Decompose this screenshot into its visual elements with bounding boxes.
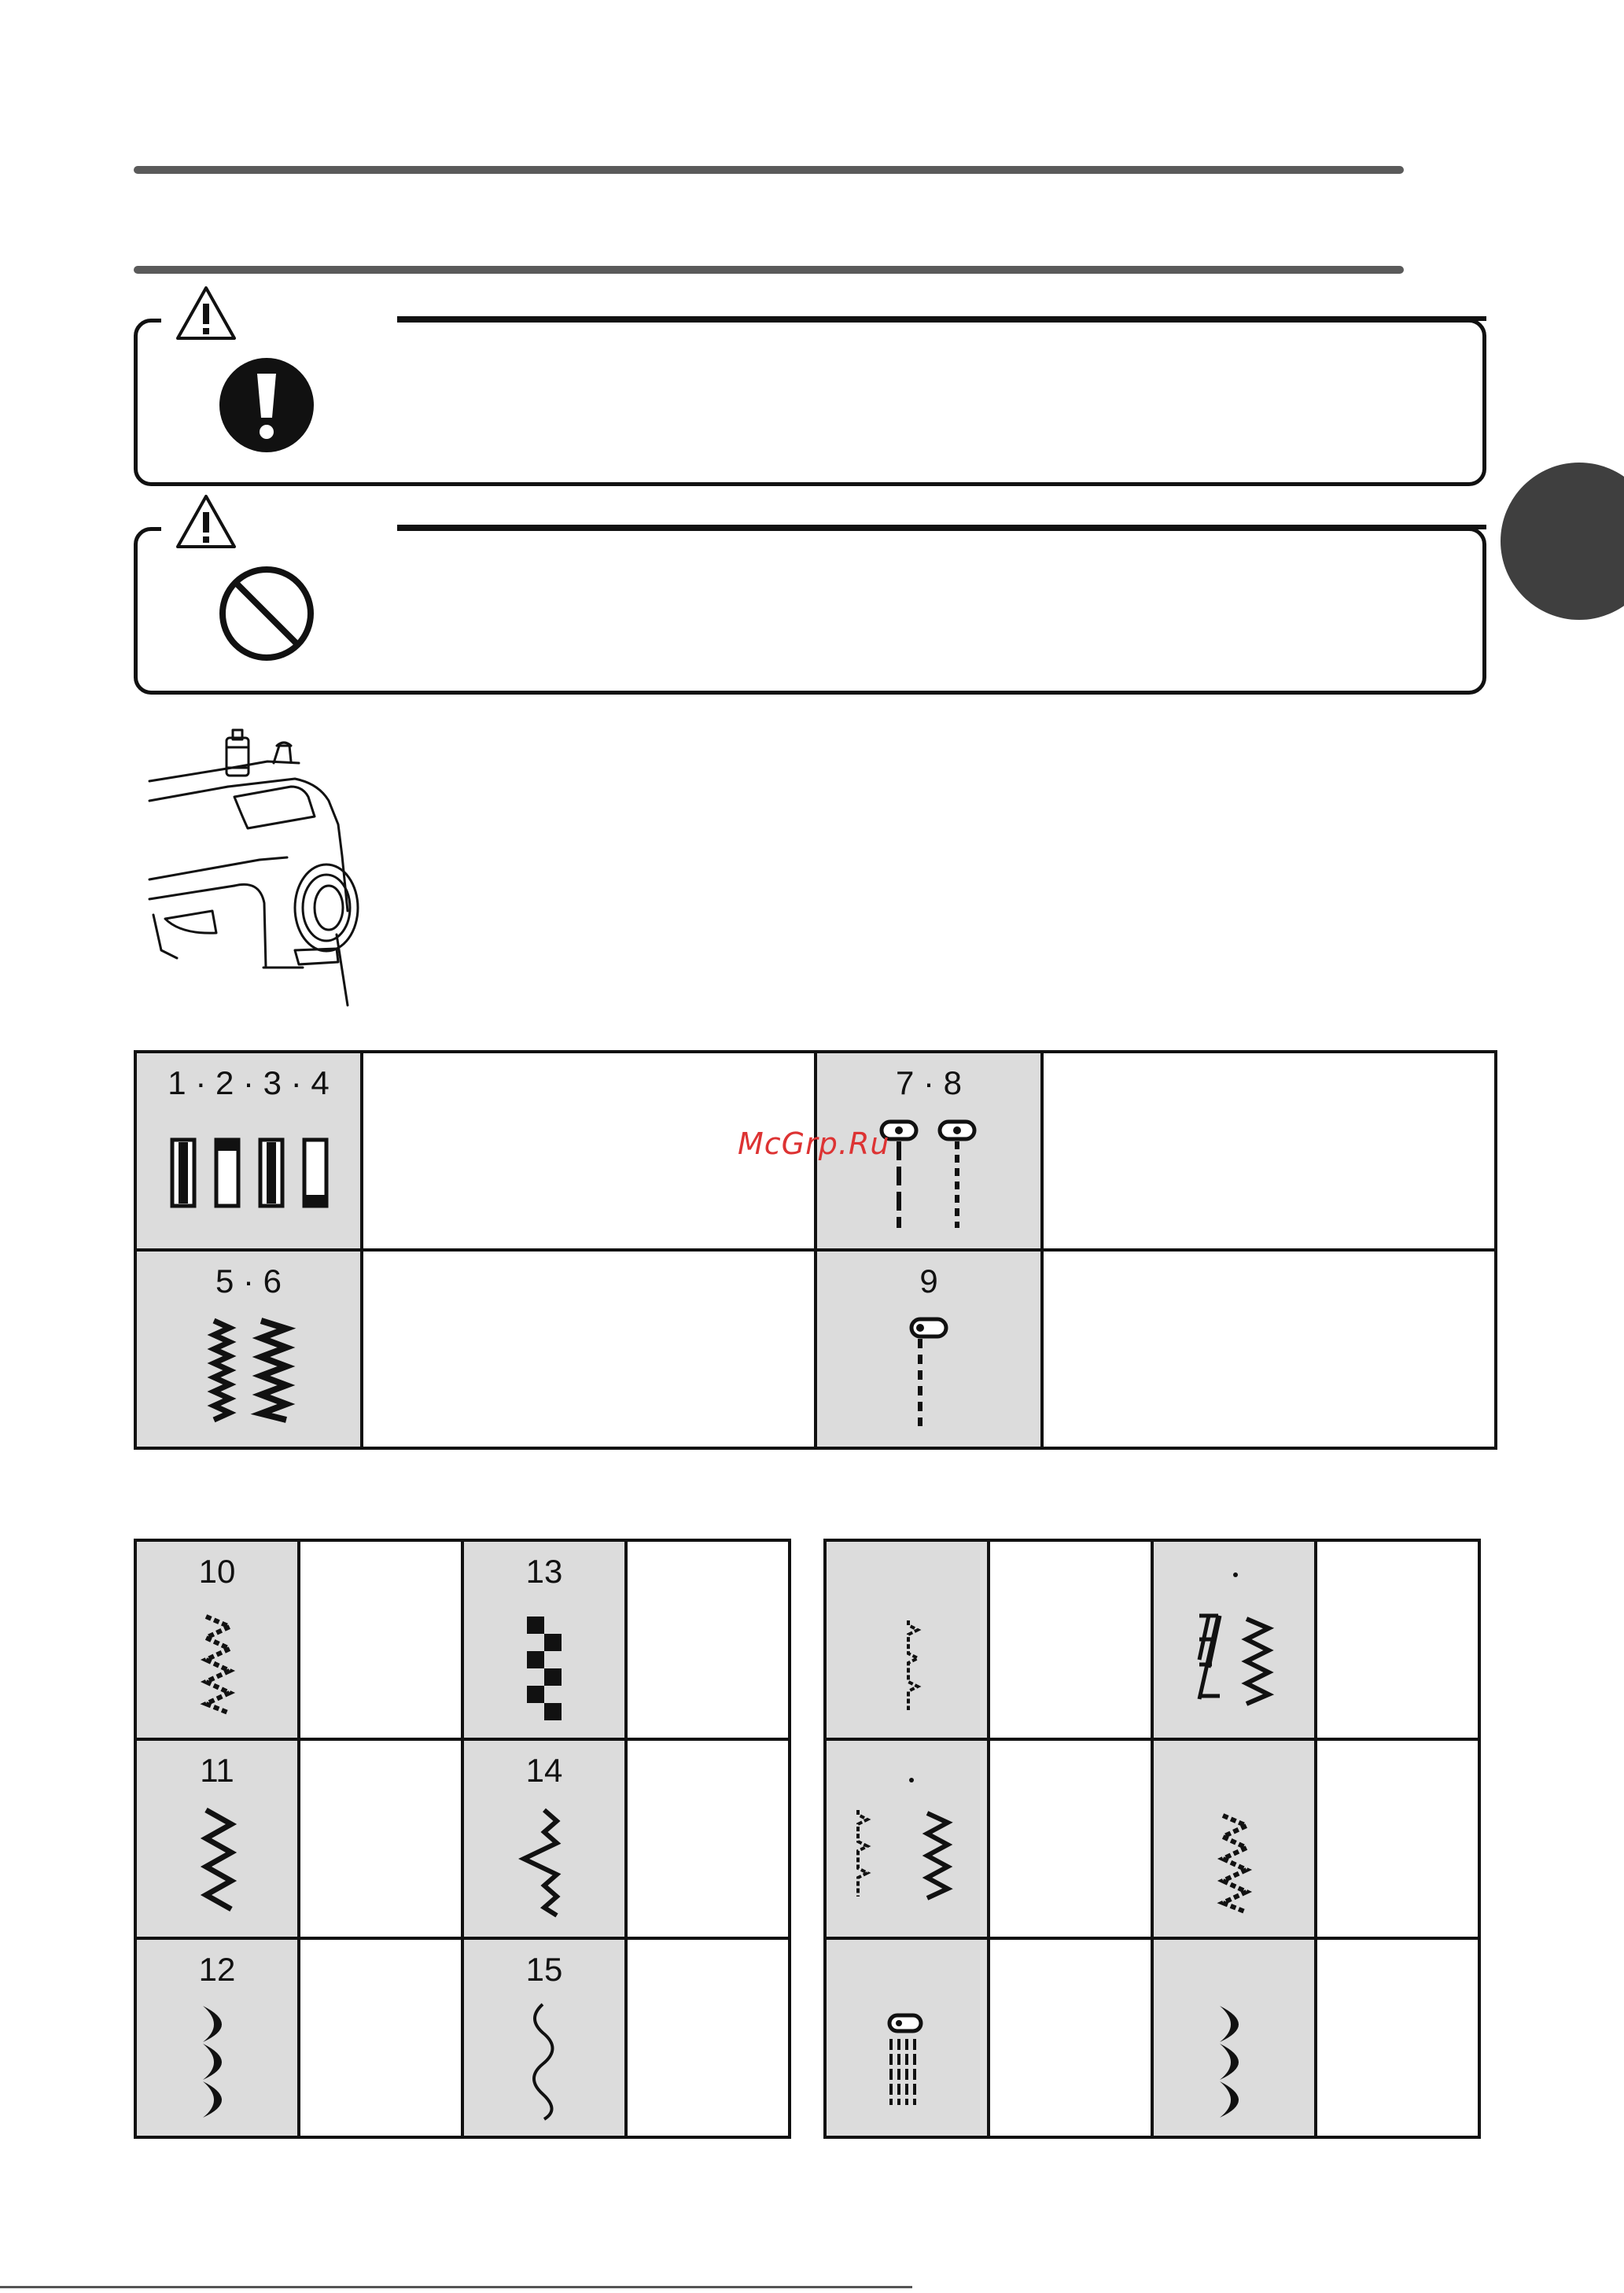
scallop-icon <box>137 1940 297 2139</box>
header-rule-top <box>134 166 1404 174</box>
description-cell <box>299 1540 462 1739</box>
caution-box <box>134 319 1486 486</box>
triple-zigzag-icon <box>137 1542 297 1741</box>
description-cell <box>1042 1250 1496 1448</box>
header-rule-bottom <box>134 266 1404 274</box>
warning-triangle-icon <box>175 285 238 341</box>
stitch-number-label: 1 · 2 · 3 · 4 <box>168 1064 330 1101</box>
stitch-number-label: 14 <box>525 1752 563 1789</box>
symbol-cell <box>825 1739 989 1938</box>
symbol-cell <box>135 1739 299 1938</box>
symbol-cell <box>462 1540 626 1739</box>
pattern-table-left <box>134 1539 791 2139</box>
description-cell <box>626 1739 790 1938</box>
symbol-cell <box>1152 1739 1316 1938</box>
symbol-cell <box>1152 1938 1316 2137</box>
description-cell <box>1042 1052 1496 1250</box>
description-cell <box>299 1739 462 1938</box>
description-cell <box>299 1938 462 2137</box>
symbol-cell <box>1152 1540 1316 1739</box>
symbol-cell <box>825 1540 989 1739</box>
symbol-cell-zigzag <box>135 1250 362 1448</box>
description-cell <box>989 1540 1152 1739</box>
symbol-cell <box>135 1540 299 1739</box>
description-cell <box>989 1739 1152 1938</box>
stitch-number-label: 10 <box>198 1553 236 1590</box>
stitch-selection-table <box>134 1050 1497 1450</box>
pattern-table-right <box>823 1539 1481 2139</box>
blind-hem-icon <box>827 1542 987 1741</box>
prohibited-icon <box>218 565 315 662</box>
description-cell <box>989 1938 1152 2137</box>
stitch-number-label: 12 <box>198 1951 236 1988</box>
triple-straight-icon <box>827 1940 987 2139</box>
description-cell <box>626 1540 790 1739</box>
straight-needle-icon <box>817 1252 1040 1450</box>
prohibition-box <box>134 527 1486 695</box>
stitch-number-label: 11 <box>200 1752 234 1789</box>
buttonhole-icon <box>137 1053 360 1252</box>
description-cell <box>626 1938 790 2137</box>
stitch-number-label: 9 <box>919 1263 938 1299</box>
blind-zigzag-icon <box>827 1741 987 1940</box>
symbol-cell <box>462 1938 626 2137</box>
description-cell <box>1316 1739 1479 1938</box>
footer-rule <box>0 2286 912 2288</box>
stitch-number-label: 13 <box>525 1553 563 1590</box>
symbol-cell <box>825 1938 989 2137</box>
sewing-machine-illustration <box>142 722 377 1013</box>
symbol-cell-buttonhole <box>135 1052 362 1250</box>
elastic-zigzag-icon <box>1154 1542 1314 1741</box>
description-cell <box>1316 1540 1479 1739</box>
chapter-tab <box>1501 463 1624 620</box>
description-cell <box>362 1250 816 1448</box>
symbol-cell <box>135 1938 299 2137</box>
watermark-text: McGrp.Ru <box>738 1126 890 1161</box>
checker-icon <box>464 1542 624 1741</box>
serpentine-icon <box>464 1940 624 2139</box>
mandatory-action-icon <box>218 356 315 454</box>
caution-header-line <box>397 316 1486 321</box>
symbol-cell <box>462 1739 626 1938</box>
stitch-number-label: 7 · 8 <box>895 1064 963 1101</box>
zigzag-icon <box>137 1252 360 1450</box>
warning-triangle-icon <box>175 493 238 550</box>
prohibition-header-line <box>397 525 1486 529</box>
wave-zigzag-icon <box>464 1741 624 1940</box>
triple-zigzag-icon <box>1154 1741 1314 1940</box>
zigzag-icon <box>137 1741 297 1940</box>
symbol-cell-straight-needle <box>816 1250 1042 1448</box>
stitch-number-label: 5 · 6 <box>215 1263 282 1299</box>
description-cell <box>1316 1938 1479 2137</box>
scallop-icon <box>1154 1940 1314 2139</box>
stitch-number-label: 15 <box>525 1951 563 1988</box>
